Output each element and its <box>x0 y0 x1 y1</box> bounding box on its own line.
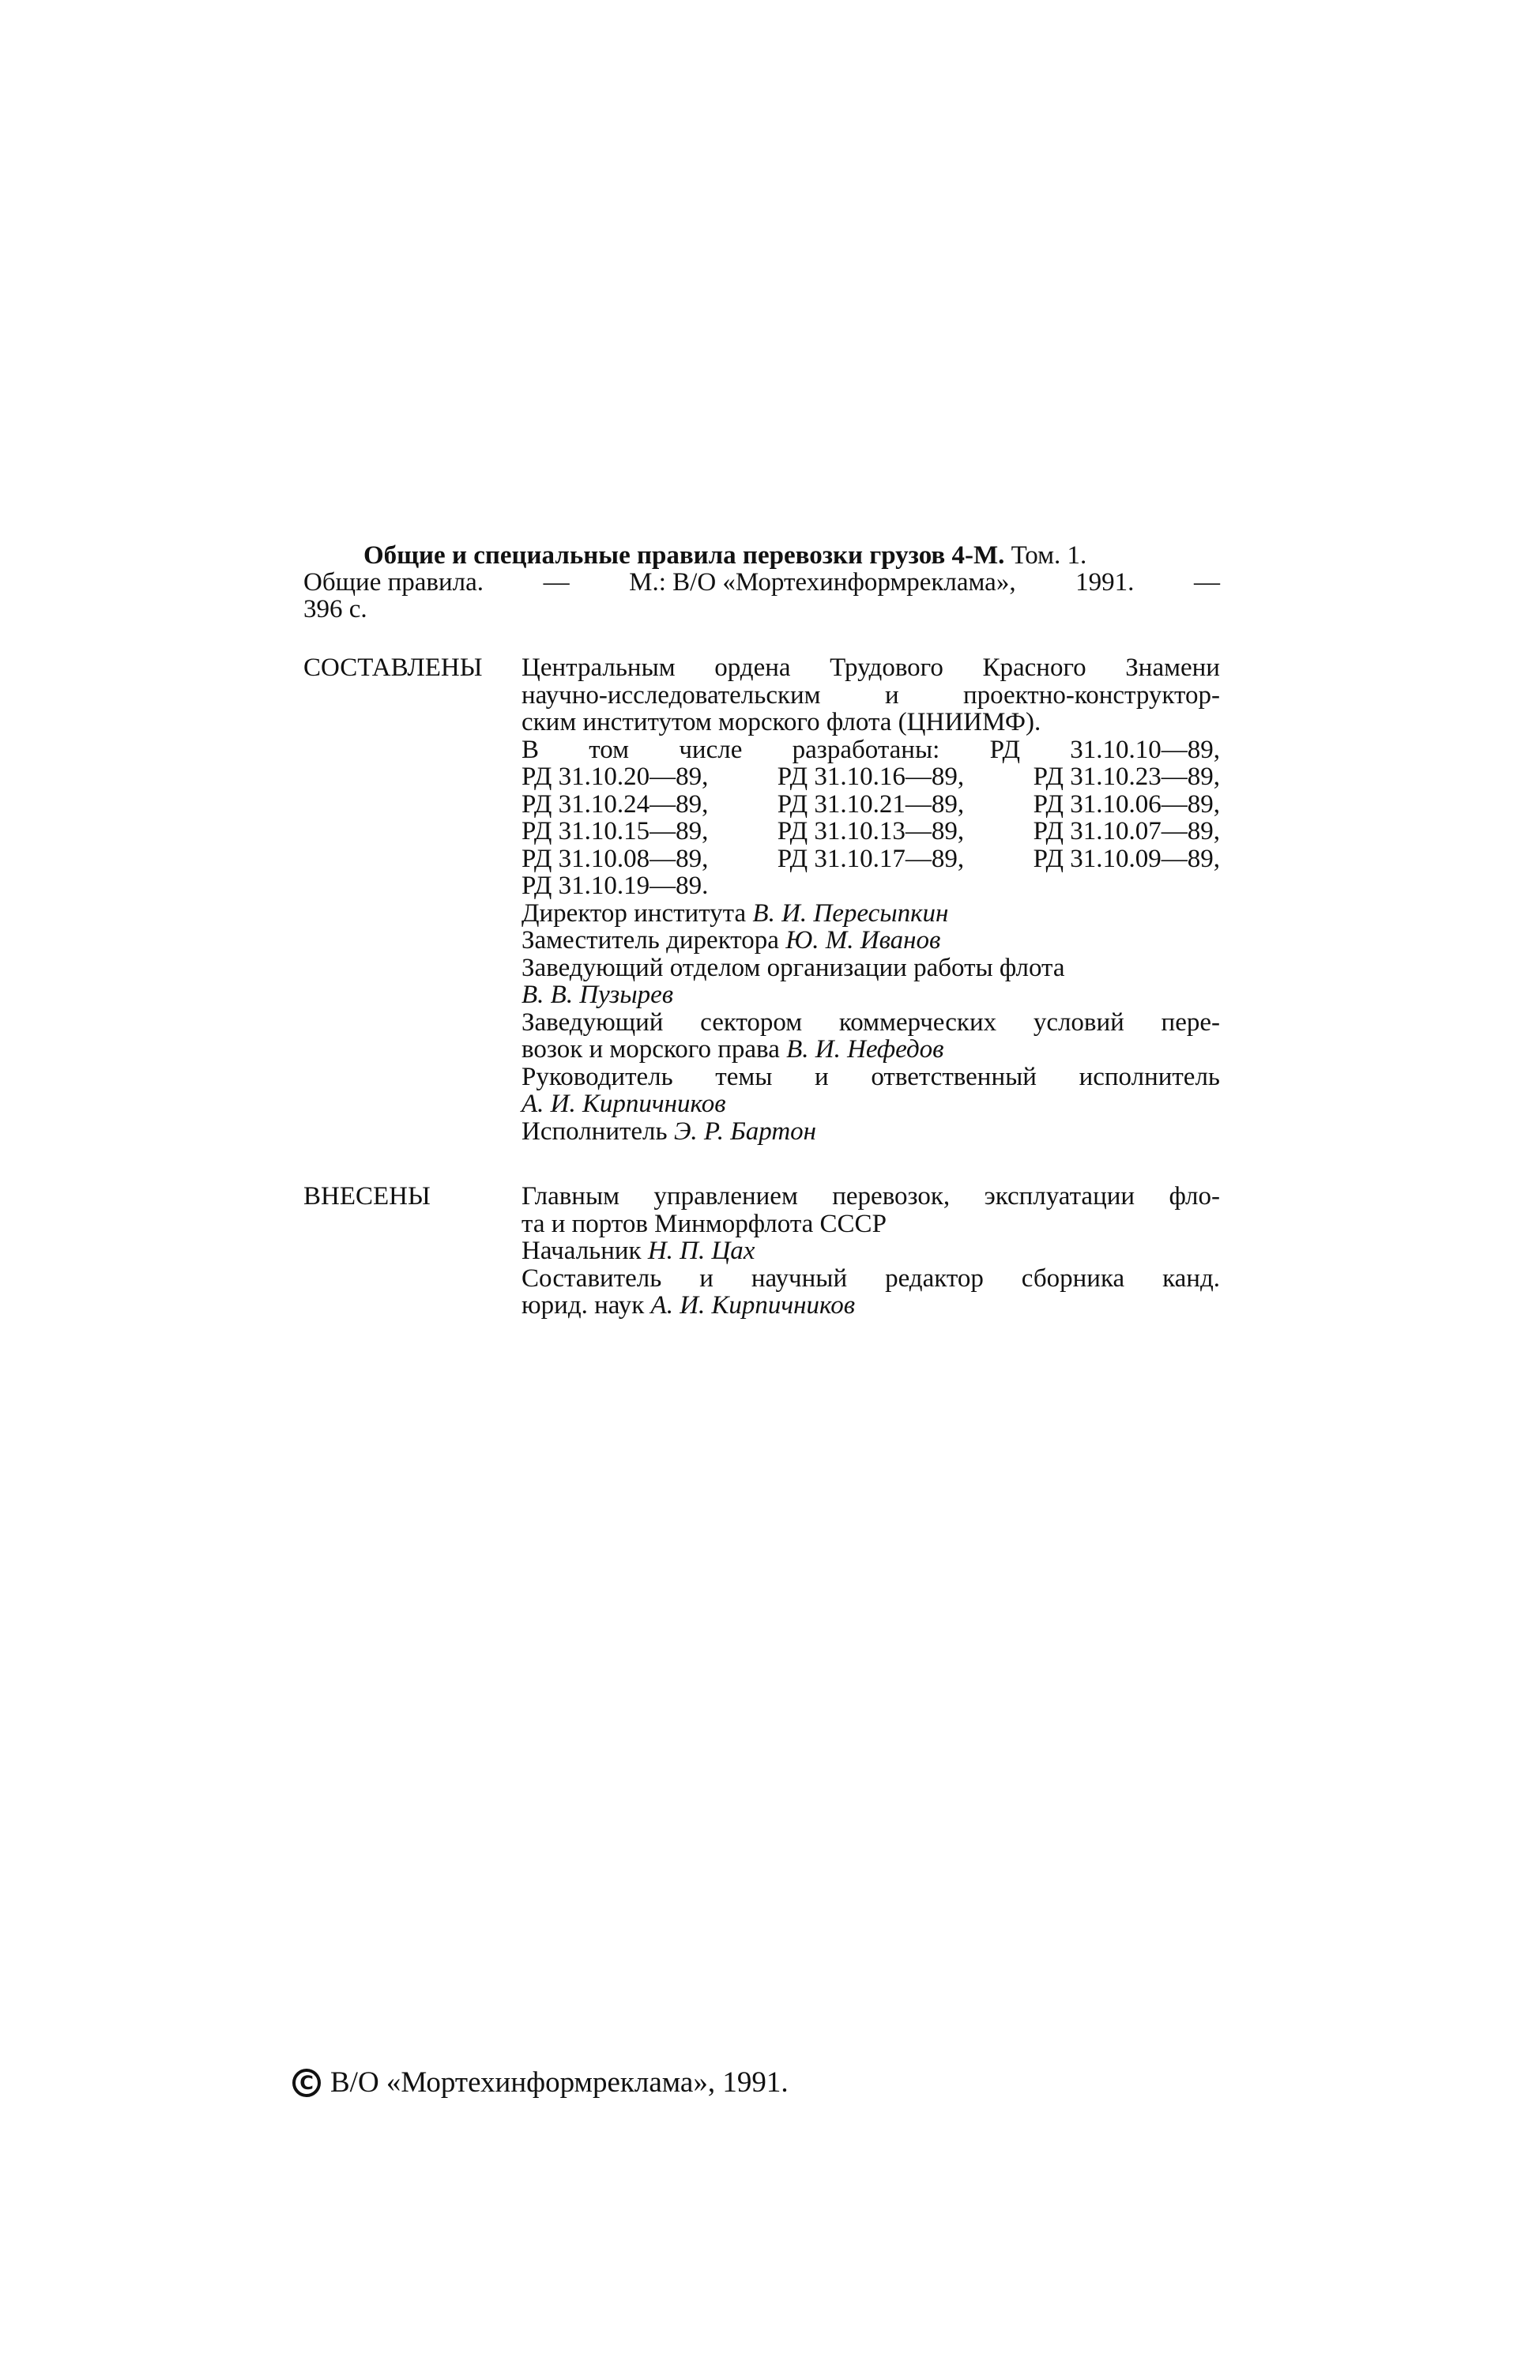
word: темы <box>715 1062 773 1091</box>
word: сборника <box>1021 1263 1125 1293</box>
word: сектором <box>700 1007 803 1037</box>
word: В <box>521 735 540 764</box>
word: РД 31.10.13—89, <box>777 817 965 845</box>
word: РД 31.10.08—89, <box>521 844 709 873</box>
credit-chief <box>521 1237 1220 1265</box>
word: Красного <box>982 653 1086 682</box>
text-line <box>521 736 1220 764</box>
word: РД 31.10.24—89, <box>521 789 709 819</box>
copyright-notice <box>292 2067 789 2099</box>
dash: — <box>543 568 570 597</box>
word: РД 31.10.21—89, <box>777 789 965 819</box>
institute-description <box>521 654 1220 900</box>
word: эксплуатации <box>984 1182 1135 1211</box>
word: и <box>815 1062 829 1091</box>
biblio-line-2 <box>303 569 1220 596</box>
word: РД 31.10.16—89, <box>777 763 965 791</box>
page-count: 396 с. <box>303 595 367 623</box>
word: исполнитель <box>1079 1062 1220 1091</box>
credit-person: Н. П. Цах <box>647 1237 755 1265</box>
credit-person: Ю. М. Иванов <box>785 926 941 955</box>
credit-role: Исполнитель <box>521 1117 668 1146</box>
dash: — <box>1193 568 1220 597</box>
word: фло- <box>1169 1182 1220 1211</box>
credit-sector-head <box>521 1036 1220 1064</box>
section-label: СОСТАВЛЕНЫ <box>303 653 483 682</box>
word: РД 31.10.20—89, <box>521 763 709 791</box>
word: РД 31.10.09—89, <box>1033 844 1220 873</box>
credit-editor <box>521 1292 1220 1320</box>
word: перевозок, <box>832 1182 951 1211</box>
credit-lead-role <box>521 1064 1220 1091</box>
text-line <box>521 654 1220 682</box>
word: управлением <box>653 1182 798 1211</box>
word: разработаны: <box>792 735 940 764</box>
credit-person: Э. Р. Бартон <box>673 1117 817 1146</box>
text-line <box>521 791 1220 819</box>
text-line <box>521 763 1220 791</box>
credit-editor-role <box>521 1265 1220 1293</box>
section-label: ВНЕСЕНЫ <box>303 1182 431 1211</box>
credit-deputy <box>521 927 1220 955</box>
word: РД 31.10.07—89, <box>1033 817 1220 845</box>
submitting-body-line <box>521 1183 1220 1211</box>
word: РД 31.10.15—89, <box>521 817 709 845</box>
credit-role: Начальник <box>521 1237 642 1265</box>
word: Руководитель <box>521 1062 673 1091</box>
credit-director <box>521 900 1220 928</box>
word: 31.10.10—89, <box>1070 735 1220 764</box>
credit-lead-name: А. И. Кирпичников <box>521 1090 726 1118</box>
publication-year: 1991. <box>1075 568 1135 597</box>
word: Знамени <box>1125 653 1220 682</box>
bibliographic-description <box>303 542 1220 623</box>
credit-role: возок и морского права <box>521 1035 780 1064</box>
biblio-line-1 <box>303 542 1220 569</box>
credit-role: Директор института <box>521 898 747 928</box>
submitted-by-body <box>521 1183 1220 1320</box>
credit-executor <box>521 1118 1220 1146</box>
word: Центральным <box>521 653 676 682</box>
volume-number: Том. 1. <box>1011 541 1087 570</box>
credit-person: А. И. Кирпичников <box>650 1291 856 1320</box>
word: коммерческих <box>838 1007 997 1037</box>
word: числе <box>679 735 743 764</box>
word: и <box>699 1263 714 1293</box>
word: пере- <box>1161 1007 1220 1037</box>
word: научный <box>751 1263 848 1293</box>
word: Составитель <box>521 1263 662 1293</box>
submitting-body-line: та и портов Минморфлота СССР <box>521 1209 887 1238</box>
word: Заведующий <box>521 1007 664 1037</box>
book-subtitle: Общие правила. <box>303 568 484 597</box>
word: канд. <box>1162 1263 1220 1293</box>
credit-person: В. И. Пересыпкин <box>752 898 949 928</box>
word: ответственный <box>871 1062 1037 1091</box>
word: Трудового <box>830 653 943 682</box>
word: научно-исследовательским <box>521 680 821 710</box>
credit-role: юрид. наук <box>521 1291 645 1320</box>
credit-person: В. И. Нефедов <box>786 1035 944 1064</box>
word: том <box>589 735 630 764</box>
word: условий <box>1033 1007 1124 1037</box>
credit-sector-head-role <box>521 1009 1220 1037</box>
credit-dept-head-name: В. В. Пузырев <box>521 981 674 1009</box>
word: РД 31.10.23—89, <box>1033 763 1220 791</box>
text-line <box>521 845 1220 873</box>
publisher: М.: В/О «Мортехинформреклама», <box>629 568 1016 597</box>
word: РД <box>989 735 1020 764</box>
book-title: Общие и специальные правила перевозки грузов 4-М. <box>363 541 1005 570</box>
copyright-text: В/О «Мортехинформреклама», 1991. <box>330 2066 789 2099</box>
credit-role: Заместитель директора <box>521 926 779 955</box>
credit-dept-head-role: Заведующий отделом организации работы флота <box>521 953 1065 982</box>
word: редактор <box>885 1263 984 1293</box>
text-line: ским институтом морского флота (ЦНИИМФ). <box>521 708 1041 736</box>
word: РД 31.10.06—89, <box>1033 789 1220 819</box>
text-line <box>521 682 1220 710</box>
word: проектно-конструктор- <box>962 680 1220 710</box>
compiled-by-body <box>521 654 1220 1145</box>
word: Главным <box>521 1182 620 1211</box>
text-line: РД 31.10.19—89. <box>521 872 709 900</box>
word: РД 31.10.17—89, <box>777 844 965 873</box>
word: и <box>884 680 899 710</box>
text-line <box>521 818 1220 845</box>
word: ордена <box>714 653 791 682</box>
copyright-icon: C <box>292 2069 321 2097</box>
